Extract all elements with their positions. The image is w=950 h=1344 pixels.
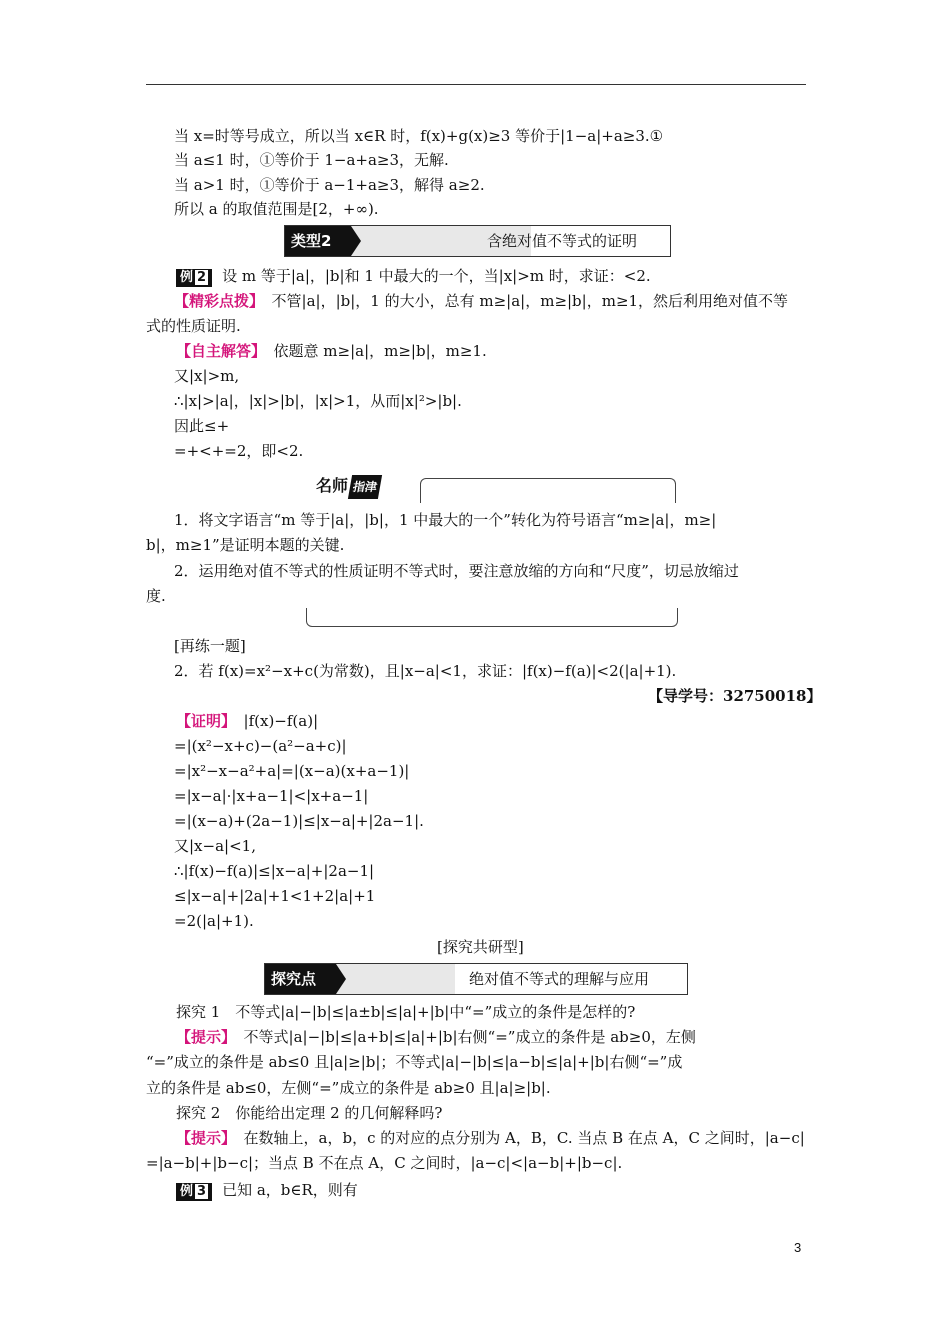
section-title: 绝对值不等式的理解与应用 xyxy=(469,970,650,988)
text-line: 探究 1 不等式|a|−|b|≤|a±b|≤|a|+|b|中“=”成立的条件是怎样的? xyxy=(176,1003,636,1021)
text-line: 又|x−a|<1, xyxy=(174,837,256,855)
mingshi-label: 名师 指津 xyxy=(316,474,380,499)
text-line: 当 a>1 时，①等价于 a−1+a≥3，解得 a≥2. xyxy=(174,176,485,194)
hint-line: 【提示】 在数轴上，a，b，c 的对应的点分别为 A，B，C. 当点 B 在点 A，C 之间时，|a−c| xyxy=(176,1129,805,1147)
text-line: 因此≤+ xyxy=(174,417,230,435)
hint-line: 【提示】 不等式|a|−|b|≤|a+b|≤|a|+|b|右侧“=”成立的条件是 ab≥0，左侧 xyxy=(176,1028,696,1046)
text-line: 2．若 f(x)=x²−x+c(为常数)，且|x−a|<1，求证：|f(x)−f(a)|<2(|a|+1). xyxy=(174,662,677,680)
text-line: 立的条件是 ab≤0，左侧“=”成立的条件是 ab≥0 且|a|≥|b|. xyxy=(146,1079,551,1097)
text-line: 当 a≤1 时，①等价于 1−a+a≥3，无解. xyxy=(174,151,449,169)
proof-line: 【证明】 |f(x)−f(a)| xyxy=(176,712,319,730)
text-line: =2(|a|+1). xyxy=(174,912,254,930)
mingshi-box-bottom xyxy=(306,608,678,627)
text-line: [再练一题] xyxy=(174,637,246,655)
text-line: 度. xyxy=(146,587,166,605)
mingshi-box-top xyxy=(420,478,676,503)
text-line: “=”成立的条件是 ab≤0 且|a|≥|b|；不等式|a|−|b|≤|a−b|≤|a|+|b|右侧“=”成 xyxy=(146,1053,683,1071)
text-line: b|，m≥1”是证明本题的关键. xyxy=(146,536,345,554)
text-line: 又|x|>m, xyxy=(174,367,240,385)
text-line: 2．运用绝对值不等式的性质证明不等式时，要注意放缩的方向和“尺度”，切忌放缩过 xyxy=(174,562,739,580)
page-number: 3 xyxy=(794,1240,802,1255)
label-tishi: 【提示】 xyxy=(176,1129,229,1147)
example-badge: 例 3 xyxy=(176,1183,212,1201)
text-line: =|a−b|+|b−c|；当点 B 不在点 A，C 之间时，|a−c|<|a−b|+|b−c|. xyxy=(146,1154,623,1172)
header-rule xyxy=(146,84,806,85)
section-title: 含绝对值不等式的证明 xyxy=(487,232,638,250)
text-line: =|x−a|·|x+a−1|<|x+a−1| xyxy=(174,787,369,805)
text-line: =|x²−x−a²+a|=|(x−a)(x+a−1)| xyxy=(174,762,410,780)
text-line: ∴|x|>|a|，|x|>|b|，|x|>1，从而|x|²>|b|. xyxy=(174,392,462,410)
text-line: =|(x−a)+(2a−1)|≤|x−a|+|2a−1|. xyxy=(174,812,424,830)
label-zhengming: 【证明】 xyxy=(176,712,229,730)
label-tishi: 【提示】 xyxy=(176,1028,229,1046)
text-line: 探究 2 你能给出定理 2 的几何解释吗? xyxy=(176,1104,443,1122)
example-text: 设 m 等于|a|，|b|和 1 中最大的一个，当|x|>m 时，求证：<2. xyxy=(222,267,651,285)
guide-number: 【导学号：32750018】 xyxy=(648,687,822,705)
text-line: 式的性质证明. xyxy=(146,317,241,335)
text-line: =|(x²−x+c)−(a²−a+c)| xyxy=(174,737,347,755)
label-jingcai: 【精彩点拨】 xyxy=(174,292,257,310)
text-line: 当 x=时等号成立，所以当 x∈R 时，f(x)+g(x)≥3 等价于|1−a|+a≥3.① xyxy=(174,127,664,145)
label-zizhu: 【自主解答】 xyxy=(176,342,259,360)
section-header-type2 xyxy=(284,225,671,257)
section-tag: 探究点 xyxy=(265,964,336,994)
mingshi-header xyxy=(316,474,676,502)
answer-line: 【自主解答】 依题意 m≥|a|，m≥|b|，m≥1. xyxy=(176,342,487,360)
hint-line: 【精彩点拨】 不管|a|，|b|，1 的大小，总有 m≥|a|，m≥|b|，m≥1，然后利用绝对值不等 xyxy=(174,292,789,310)
example-badge: 例 2 xyxy=(176,269,212,287)
text-line: 1．将文字语言“m 等于|a|，|b|，1 中最大的一个”转化为符号语言“m≥|a|，m≥| xyxy=(174,511,717,529)
example-text: 已知 a，b∈R，则有 xyxy=(222,1181,358,1199)
text-line: 所以 a 的取值范围是[2，+∞). xyxy=(174,200,379,218)
text-line: [探究共研型] xyxy=(437,938,524,956)
text-line: ≤|x−a|+|2a|+1<1+2|a|+1 xyxy=(174,887,376,905)
example-2 xyxy=(176,266,651,287)
section-header-explore xyxy=(264,963,688,995)
section-tag: 类型2 xyxy=(285,226,351,256)
text-line: =+<+=2，即<2. xyxy=(174,442,304,460)
text-line: ∴|f(x)−f(a)|≤|x−a|+|2a−1| xyxy=(174,862,375,880)
example-3 xyxy=(176,1180,358,1201)
